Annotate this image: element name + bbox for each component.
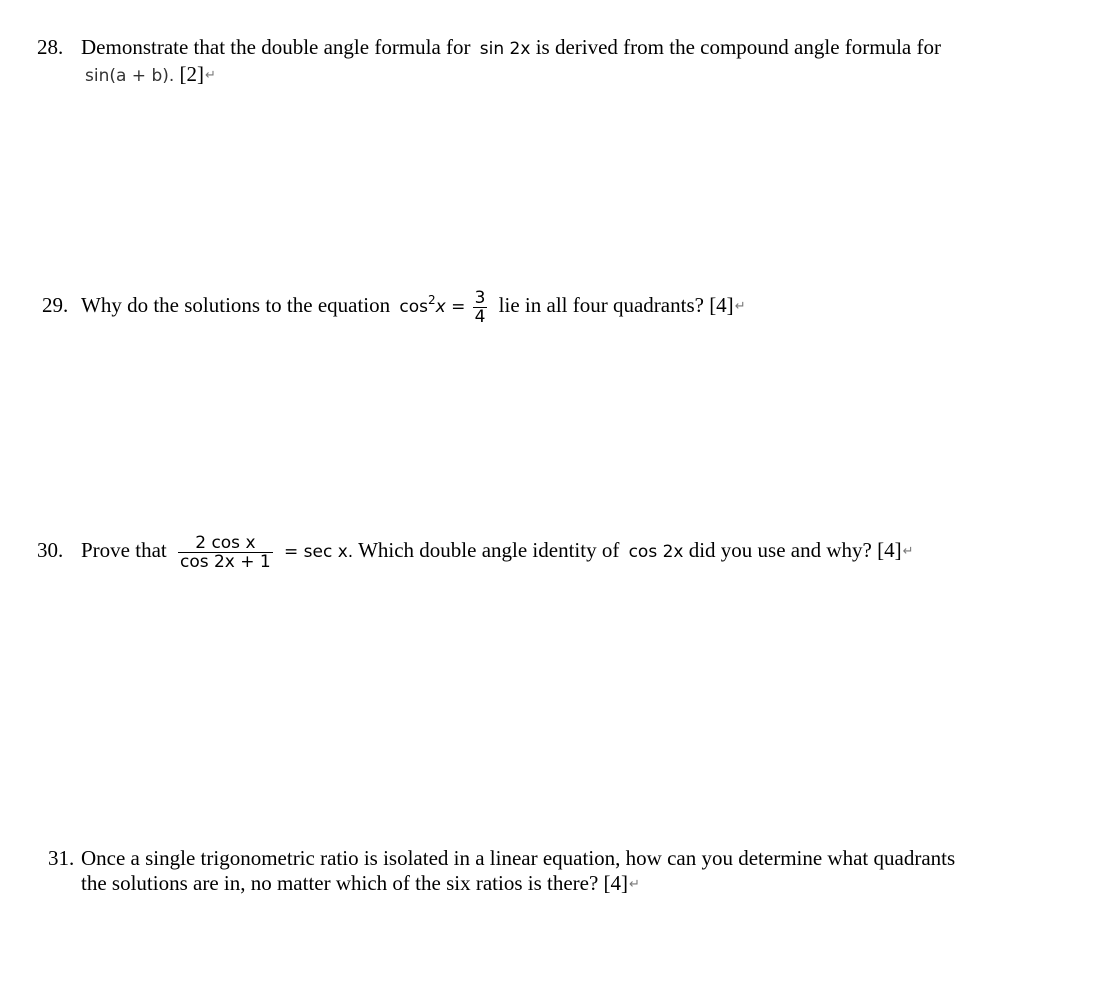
fraction [178, 534, 273, 571]
question-text: Demonstrate that the double angle formula for [81, 35, 471, 59]
fraction-denominator: cos 2x + 1 [179, 551, 271, 572]
question-text: Once a single trigonometric ratio is isolated in a linear equation, how can you determine what quadrants [81, 846, 956, 870]
paragraph-mark-icon: ↵ [205, 68, 216, 83]
paragraph-mark-icon: ↵ [734, 299, 746, 314]
math-exponent: 2 [427, 293, 436, 307]
math-expression: sin(a + b). [85, 66, 175, 86]
question-text: the solutions are in, no matter which of the six ratios is there? [81, 871, 599, 895]
fraction-numerator: 2 cos x [195, 532, 256, 553]
question-text: Which double angle identity of [358, 538, 620, 562]
question-text: is derived from the compound angle formula for [535, 35, 941, 59]
fraction-numerator: 3 [474, 287, 486, 308]
math-expression: sin 2x [479, 39, 531, 59]
math-expression: cos 2x [628, 542, 684, 562]
question-30 [37, 526, 914, 578]
question-text: Why do the solutions to the equation [81, 293, 391, 317]
paragraph-mark-icon: ↵ [629, 877, 640, 892]
question-text: lie in all four quadrants? [498, 293, 704, 317]
fraction-denominator: 4 [474, 306, 486, 327]
paragraph-mark-icon: ↵ [902, 544, 914, 559]
marks-label: [4] [709, 293, 734, 317]
question-31-line-2 [81, 871, 640, 899]
math-expression [399, 293, 466, 317]
question-number: 31. [48, 846, 75, 870]
marks-label: [4] [603, 871, 629, 895]
question-text: did you use and why? [688, 538, 872, 562]
question-28-line-2 [85, 62, 216, 90]
question-number: 28. [37, 35, 64, 59]
question-31 [48, 846, 955, 871]
question-29 [42, 281, 746, 333]
math-variable: x = [435, 297, 466, 317]
question-28 [37, 35, 941, 62]
question-text: Prove that [81, 538, 167, 562]
marks-label: [2] [179, 62, 205, 86]
math-cos: cos [399, 297, 428, 317]
question-number: 29. [42, 293, 69, 317]
math-expression: = sec x. [284, 542, 354, 562]
question-number: 30. [37, 538, 64, 562]
marks-label: [4] [877, 538, 902, 562]
fraction [473, 289, 488, 326]
